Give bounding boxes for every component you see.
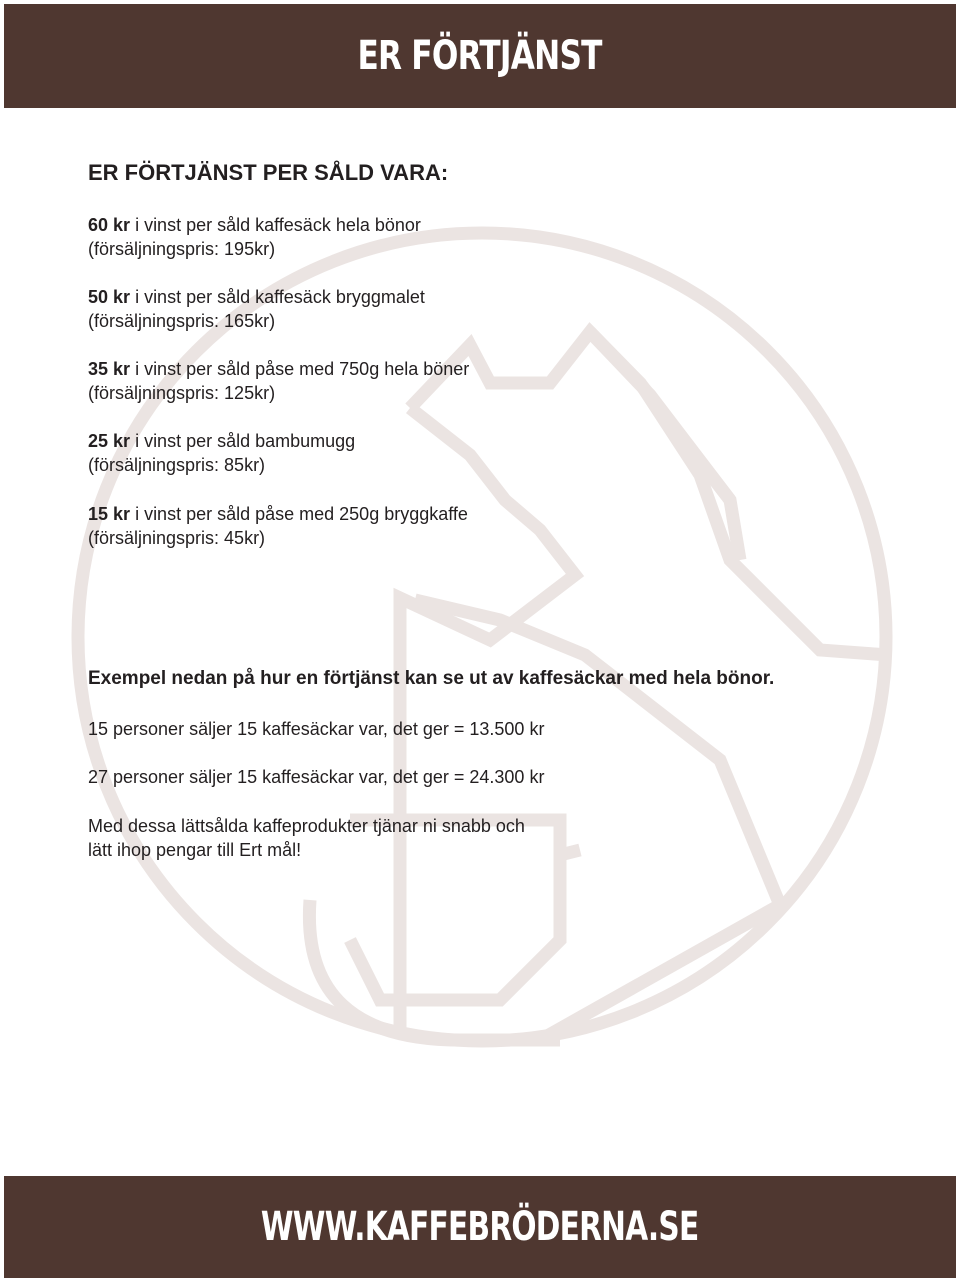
profit-amount: 15 kr — [88, 504, 131, 524]
list-item — [88, 285, 425, 333]
list-item — [88, 429, 355, 477]
list-item — [88, 357, 469, 405]
section-heading: ER FÖRTJÄNST PER SÅLD VARA: — [88, 160, 449, 185]
page-title: ER FÖRTJÄNST — [357, 33, 603, 79]
item-description: i vinst per såld påse med 250g bryggkaffe — [135, 504, 468, 524]
item-price: (försäljningspris: 45kr) — [88, 528, 266, 548]
item-description: i vinst per såld kaffesäck bryggmalet — [135, 287, 425, 307]
item-price: (försäljningspris: 165kr) — [88, 311, 276, 331]
profit-amount: 35 kr — [88, 359, 131, 379]
item-price: (försäljningspris: 125kr) — [88, 383, 276, 403]
item-price: (försäljningspris: 85kr) — [88, 455, 266, 475]
item-description: i vinst per såld påse med 750g hela böner — [135, 359, 470, 379]
footer-band — [4, 1176, 956, 1278]
item-price: (försäljningspris: 195kr) — [88, 239, 276, 259]
profit-amount: 60 kr — [88, 215, 131, 235]
list-item — [88, 213, 421, 261]
item-description: i vinst per såld kaffesäck hela bönor — [135, 215, 421, 235]
closing-line: lätt ihop pengar till Ert mål! — [88, 840, 302, 860]
example-line: 15 personer säljer 15 kaffesäckar var, det ger = 13.500 kr — [88, 719, 545, 739]
profit-amount: 25 kr — [88, 431, 131, 451]
example-line: 27 personer säljer 15 kaffesäckar var, det ger = 24.300 kr — [88, 767, 545, 787]
closing-paragraph — [88, 814, 525, 862]
example-heading: Exempel nedan på hur en förtjänst kan se ut av kaffesäckar med hela bönor. — [88, 668, 775, 689]
closing-line: Med dessa lättsålda kaffeprodukter tjänar ni snabb och — [88, 816, 525, 836]
profit-amount: 50 kr — [88, 287, 131, 307]
website-url: WWW.KAFFEBRÖDERNA.SE — [261, 1204, 699, 1250]
item-description: i vinst per såld bambumugg — [135, 431, 356, 451]
list-item — [88, 502, 468, 550]
